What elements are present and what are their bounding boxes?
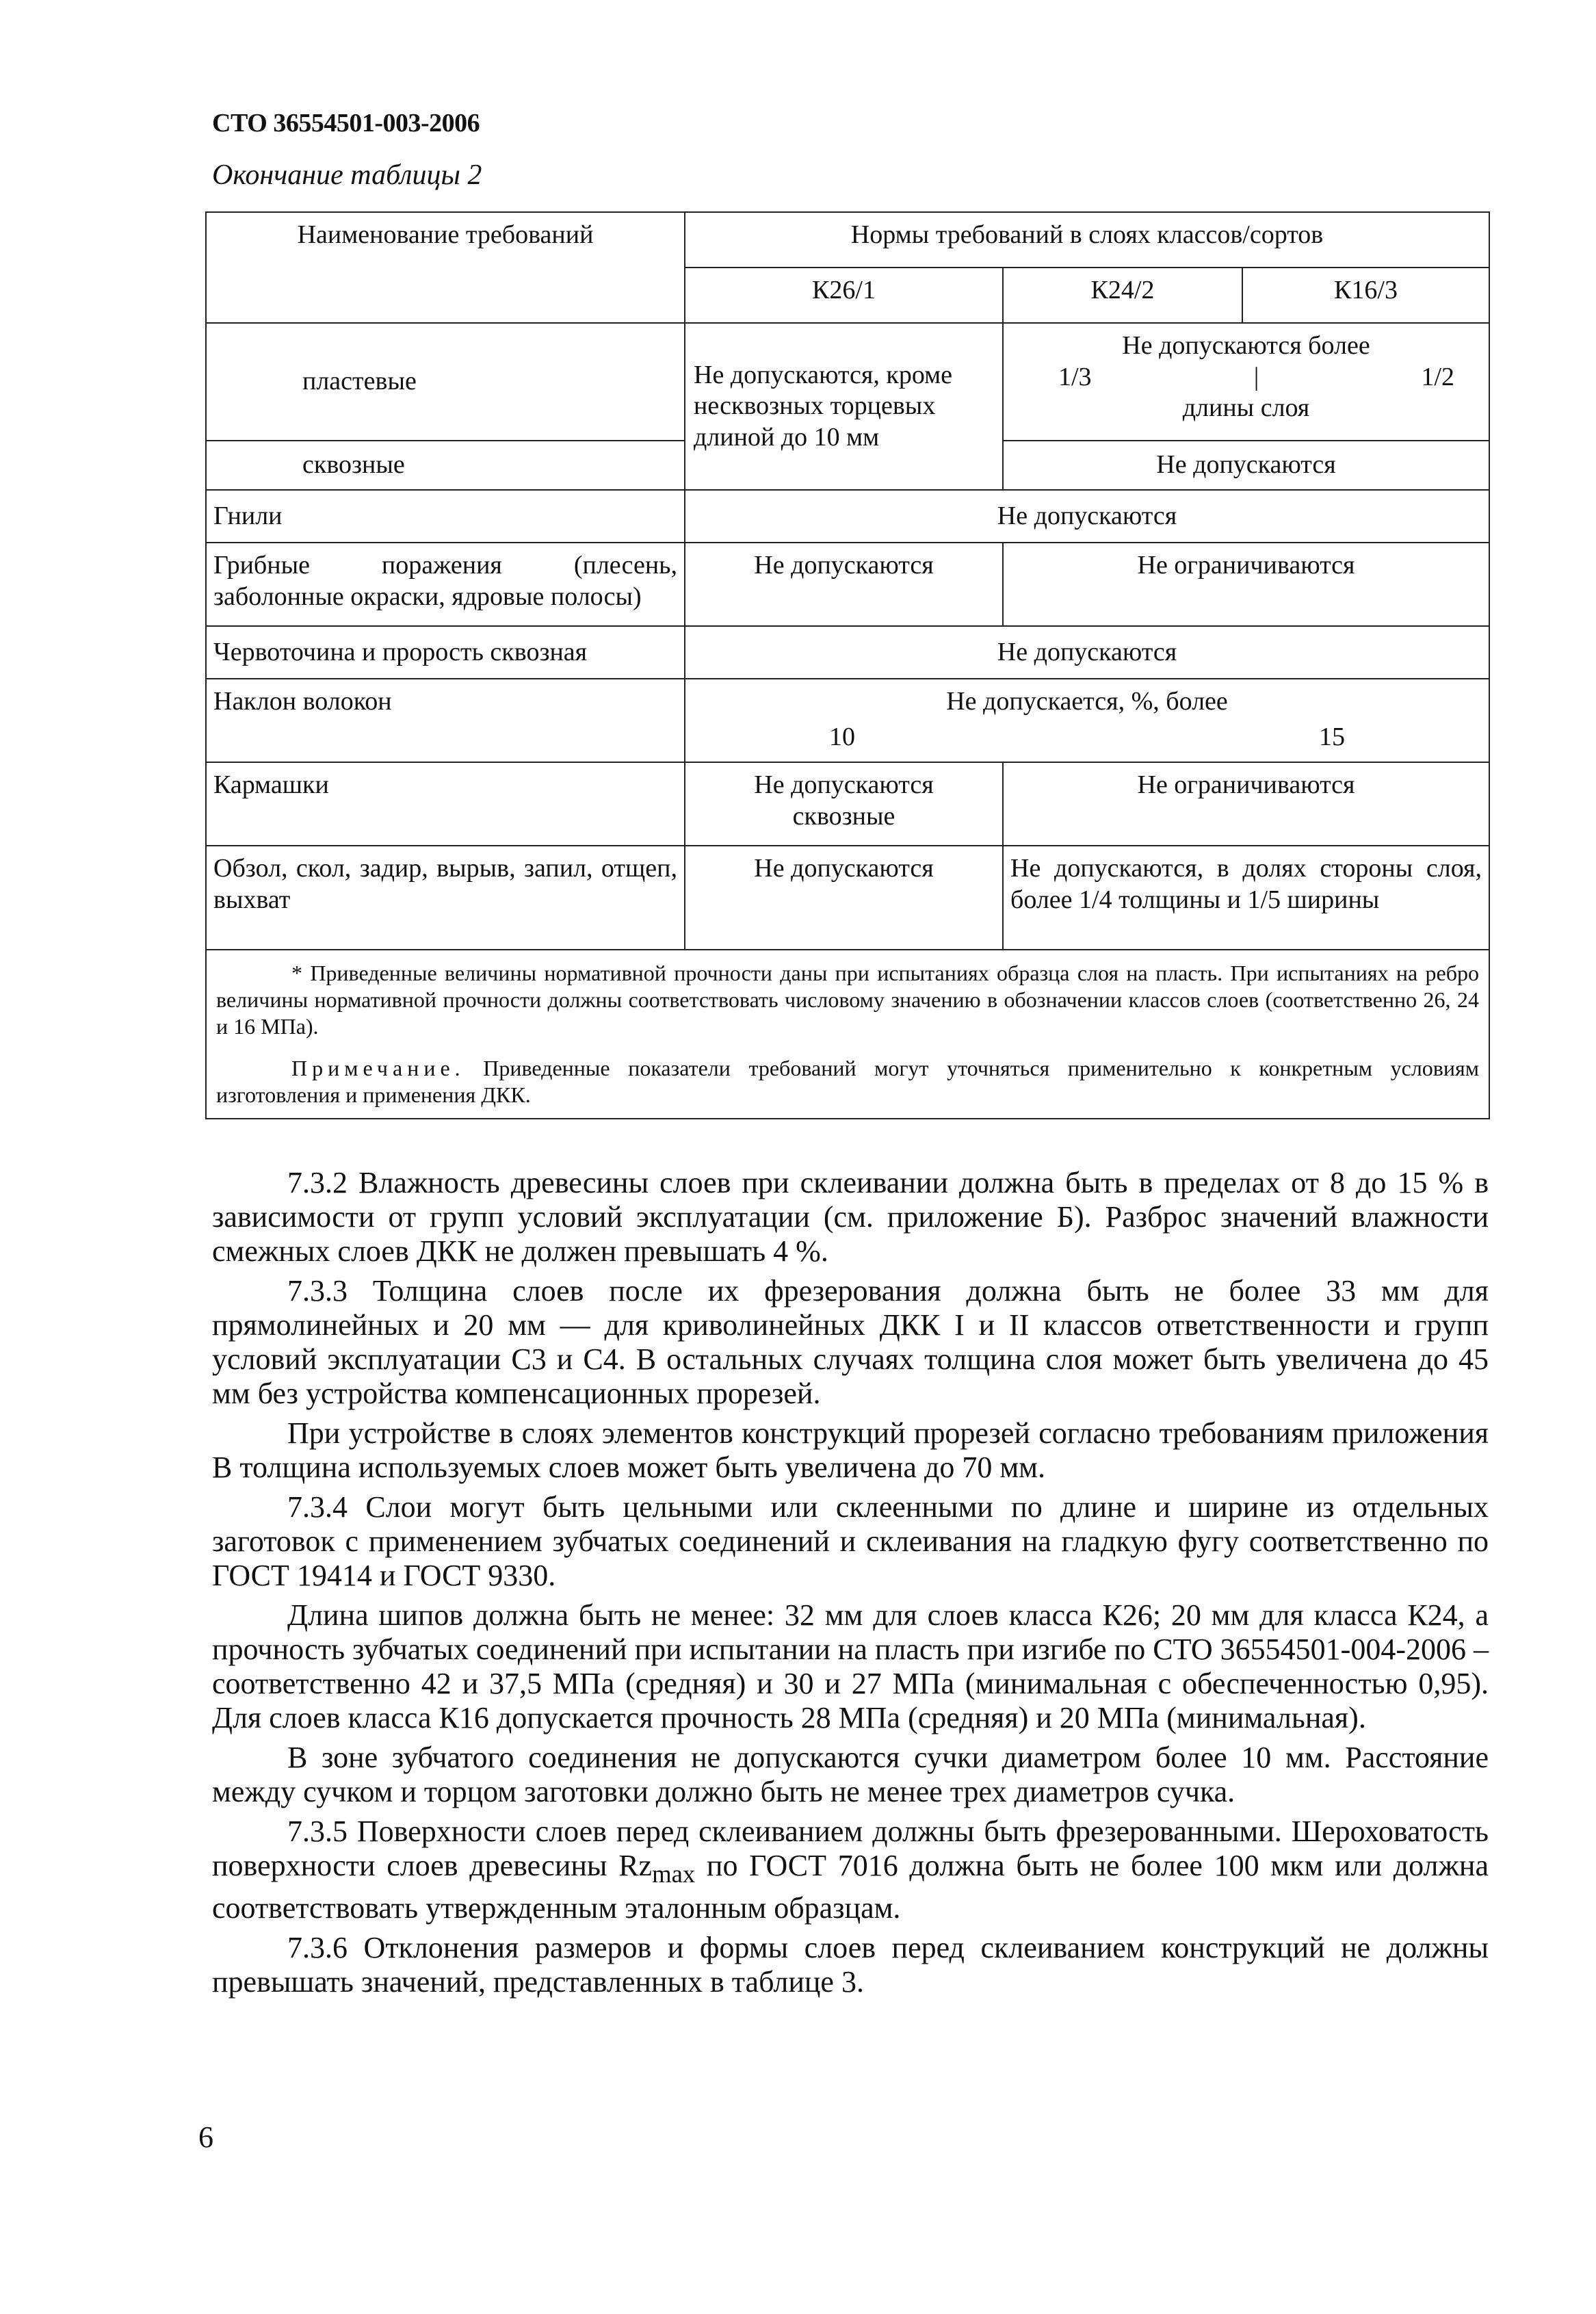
table-header-row: [206, 212, 1489, 268]
row-label-obzol: Обзол, скол, задир, вырыв, запил, отщеп, выхват: [206, 846, 685, 950]
page-number: 6: [198, 2120, 213, 2154]
note-text: Приведенные показатели требований могут уточняться применительно к конкретным условиям изготовления и применения ДКК.: [216, 1056, 1480, 1108]
paragraph-7-3-4: 7.3.4 Слои могут быть цельными или склеенными по длине и ширине из отдельных заготовок с применением зубчатых соединений и склеивания на гладкую фугу соответственно по ГОСТ 19414 и ГОСТ 9330.: [212, 1490, 1489, 1592]
table-footnote: [206, 950, 1489, 1047]
cell-gribnye-k24-k16: Не ограничиваются: [1003, 543, 1489, 626]
footnote-text: * Приведенные величины нормативной прочности даны при испытаниях образца слоя на пласть. При испытаниях на ребро величины нормативной прочности должны соответствовать числовому значению в обозначении классов слоев (соответственно 26, 24 и 16 МПа).: [216, 961, 1479, 1039]
table-row: [206, 762, 1489, 846]
table-footnote-row: [206, 950, 1489, 1047]
cell-plastevye-k24-k16: [1003, 323, 1489, 441]
note-label: Примечание.: [291, 1056, 465, 1081]
header-norms: Нормы требований в слоях классов/сортов: [685, 212, 1489, 268]
cell-gnili-all: Не допускаются: [685, 490, 1489, 543]
roughness-subscript: max: [652, 1859, 696, 1888]
naklon-left-value: 10: [829, 722, 855, 751]
row-label-chervotochina: Червоточина и прорость сквозная: [206, 626, 685, 679]
row-label-karmashki: Кармашки: [206, 762, 685, 846]
cell-gribnye-k26: Не допускаются: [685, 543, 1003, 626]
table-row: [206, 543, 1489, 626]
header-requirement-name: Наименование требований: [206, 212, 685, 323]
table-row: [206, 490, 1489, 543]
paragraph-7-3-2: 7.3.2 Влажность древесины слоев при склеивании должна быть в пределах от 8 до 15 % в зависимости от групп условий эксплуатации (см. приложение Б). Разброс значений влажности смежных слоев ДКК не должен превышать 4 %.: [212, 1166, 1489, 1268]
plastevye-k24-value: 1/3: [1058, 362, 1092, 391]
table-row: [206, 679, 1489, 762]
header-class-k26: К26/1: [685, 268, 1003, 323]
paragraph-7-3-3: 7.3.3 Толщина слоев после их фрезерования должна быть не более 33 мм для прямолинейных и 20 мм — для криволинейных ДКК I и II классов ответственности и групп условий эксплуатации С3 и С4. В остальных случаях толщина слоя может быть увеличена до 45 мм без устройства компенсационных прорезей.: [212, 1274, 1489, 1410]
naklon-right-value: 15: [1319, 722, 1345, 751]
naklon-values: [692, 718, 1482, 753]
cell-chervotochina-all: Не допускаются: [685, 626, 1489, 679]
cell-obzol-k24-k16: Не допускаются, в долях стороны слоя, более 1/4 толщины и 1/5 ширины: [1003, 846, 1489, 950]
cell-karmashki-k24-k16: Не ограничиваются: [1003, 762, 1489, 846]
cell-skvoznye-k24-k16: Не допускаются: [1003, 441, 1489, 490]
row-label-skvoznye: сквозные: [206, 441, 685, 490]
naklon-title: Не допускается, %, более: [946, 687, 1228, 716]
plastevye-fractions: [1010, 362, 1482, 393]
requirements-table: [205, 211, 1490, 1119]
plastevye-k16-value: 1/2: [1421, 362, 1454, 391]
table-row: [206, 846, 1489, 950]
cell-karmashki-k26: Не допускаются сквозные: [685, 762, 1003, 846]
table-caption: Окончание таблицы 2: [212, 159, 482, 191]
cell-plastevye-k26: Не допускаются, кроме несквозных торцевых длиной до 10 мм: [685, 323, 1003, 490]
table-note-row: [206, 1047, 1489, 1119]
header-class-k16: К16/3: [1242, 268, 1489, 323]
paragraph-7-3-5: 7.3.5 Поверхности слоев перед склеиванием должны быть фрезерованными. Шероховатость поверхности слоев древесины $Rz_{max}$ по ГОСТ 7016 должна быть не более 100 мкм или должна соответствовать утвержденным эталонным образцам.: [212, 1815, 1489, 1925]
plastevye-title: Не допускаются более: [1122, 331, 1370, 360]
paragraph-knots: В зоне зубчатого соединения не допускаются сучки диаметром более 10 мм. Расстояние между сучком и торцом заготовки должно быть не менее трех диаметров сучка.: [212, 1741, 1489, 1808]
document-code: СТО 36554501-003-2006: [212, 109, 480, 138]
header-class-k24: К24/2: [1003, 268, 1242, 323]
roughness-symbol: Rz: [618, 1849, 653, 1882]
row-label-gnili: Гнили: [206, 490, 685, 543]
paragraph-7-3-6: 7.3.6 Отклонения размеров и формы слоев перед склеиванием конструкций не должны превышать значений, представленных в таблице 3.: [212, 1930, 1489, 1999]
note-paragraph: [216, 1055, 1479, 1108]
body-text: [212, 1166, 1489, 2005]
plastevye-unit: длины слоя: [1182, 393, 1310, 423]
plastevye-divider: |: [1253, 362, 1259, 391]
table-row: [206, 626, 1489, 679]
cell-naklon-all: [685, 679, 1489, 762]
table-note: [206, 1047, 1489, 1119]
row-label-naklon: Наклон волокон: [206, 679, 685, 762]
paragraph-tenon-length: Длина шипов должна быть не менее: 32 мм для слоев класса К26; 20 мм для класса К24, а прочность зубчатых соединений при испытании на пласть при изгибе по СТО 36554501-004-2006 – соответственно 42 и 37,5 МПа (средняя) и 30 и 27 МПа (минимальная с обеспеченностью 0,95). Для слоев класса К16 допускается прочность 28 МПа (средняя) и 20 МПа (минимальная).: [212, 1598, 1489, 1734]
paragraph-slots: При устройстве в слоях элементов конструкций прорезей согласно требованиям приложения В толщина используемых слоев может быть увеличена до 70 мм.: [212, 1416, 1489, 1484]
cell-obzol-k26: Не допускаются: [685, 846, 1003, 950]
table-row: [206, 323, 1489, 441]
row-label-gribnye: Грибные поражения (плесень, заболонные окраски, ядровые полосы): [206, 543, 685, 626]
row-label-plastevye: пластевые: [206, 323, 685, 441]
